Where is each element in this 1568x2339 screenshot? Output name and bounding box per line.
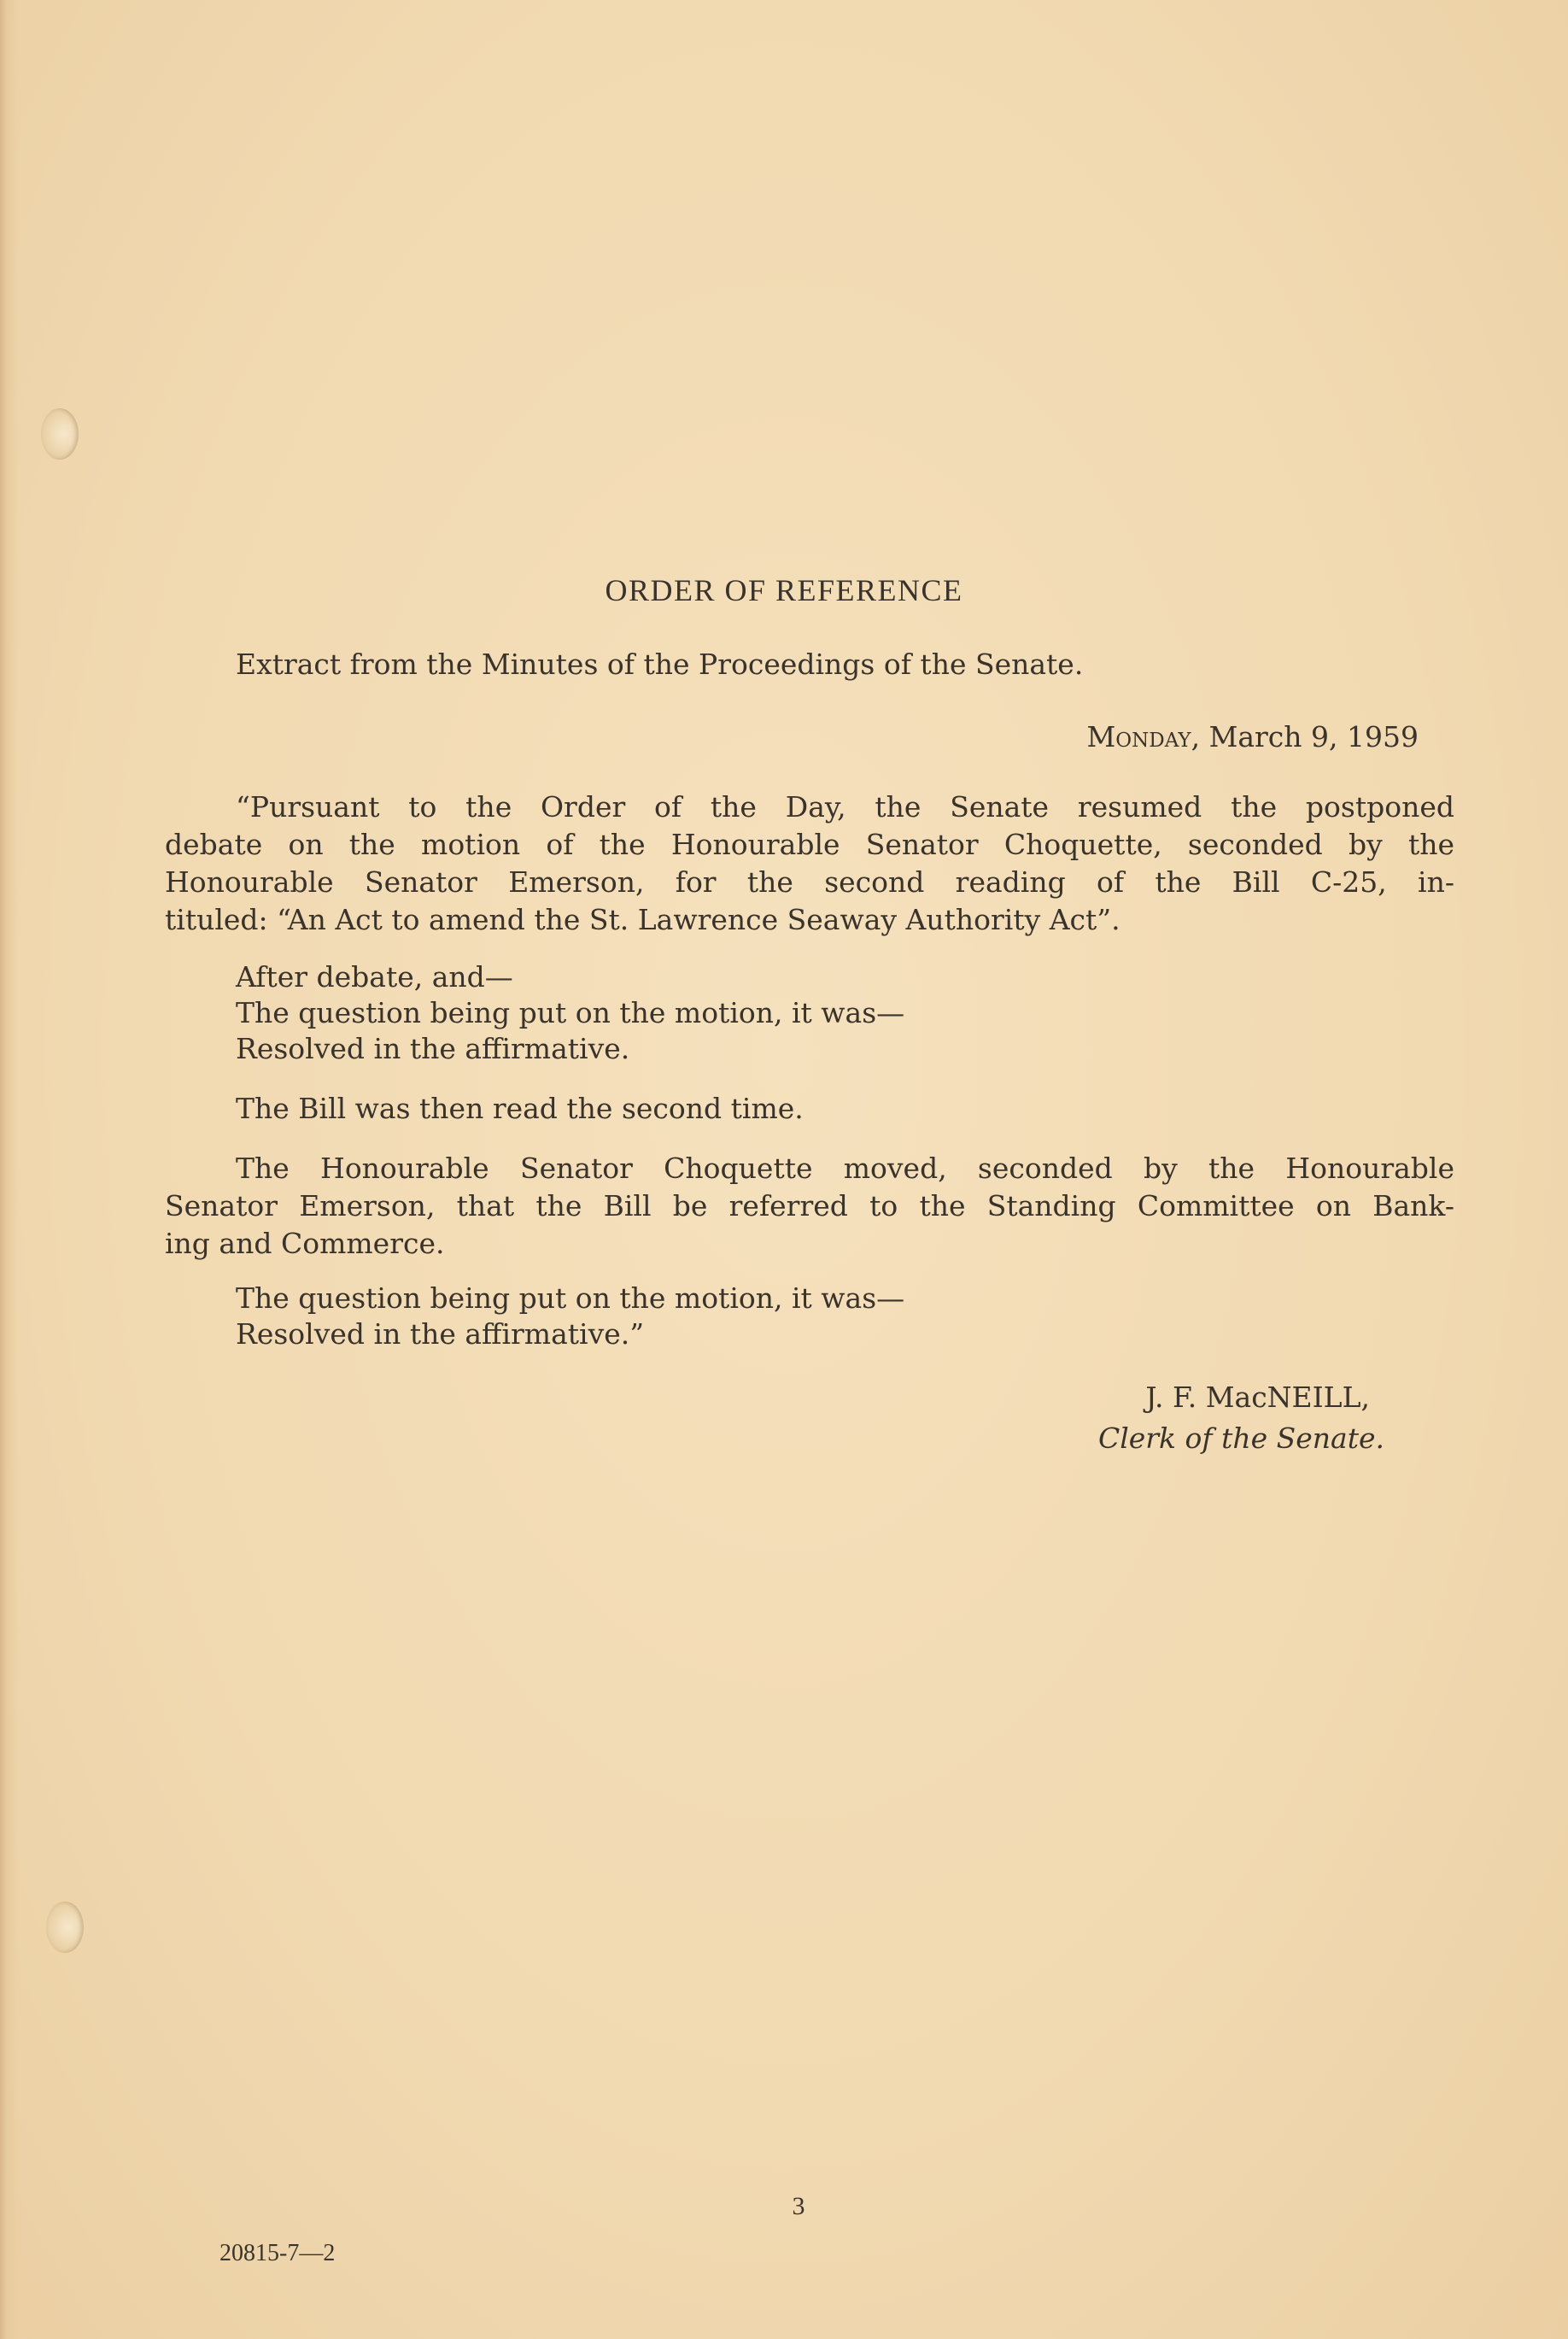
page-left-edge <box>0 0 19 2339</box>
after-debate-line: After debate, and— <box>236 960 513 994</box>
date-rest: , March 9, 1959 <box>1191 720 1419 753</box>
question-line-2: The question being put on the motion, it was— <box>236 1281 905 1315</box>
paragraph-line: Senator Emerson, that the Bill be referred to the Standing Committee on Bank- <box>165 1189 1454 1222</box>
paragraph-line: Honourable Senator Emerson, for the second reading of the Bill C-25, in- <box>165 865 1454 899</box>
signatory-title: Clerk of the Senate. <box>1097 1422 1384 1455</box>
page-number: 3 <box>792 2192 805 2220</box>
paragraph-line: “Pursuant to the Order of the Day, the Senate resumed the postponed <box>236 790 1454 824</box>
binding-hole-top <box>41 408 79 460</box>
paragraph-line: debate on the motion of the Honourable Senator Choquette, seconded by the <box>165 828 1454 861</box>
signatory-name: J. F. MacNEILL, <box>1145 1381 1370 1414</box>
resolved-line-2: Resolved in the affirmative.” <box>236 1317 645 1351</box>
paragraph-referral-motion <box>165 1150 1454 1263</box>
second-reading-line: The Bill was then read the second time. <box>236 1092 804 1125</box>
extract-line: Extract from the Minutes of the Proceedings of the Senate. <box>236 648 1084 681</box>
page-title: ORDER OF REFERENCE <box>605 573 963 607</box>
date-weekday: Monday <box>1086 720 1191 753</box>
question-line-1: The question being put on the motion, it was— <box>236 996 905 1029</box>
paragraph-line: tituled: “An Act to amend the St. Lawrence Seaway Authority Act”. <box>165 903 1120 936</box>
paragraph-line: The Honourable Senator Choquette moved, seconded by the Honourable <box>236 1152 1454 1185</box>
print-code: 20815-7—2 <box>219 2240 336 2266</box>
paragraph-resumed-debate <box>165 788 1454 939</box>
binding-hole-bottom <box>46 1902 84 1953</box>
date-line <box>1087 720 1419 753</box>
paragraph-line: ing and Commerce. <box>165 1227 445 1260</box>
resolved-line-1: Resolved in the affirmative. <box>236 1032 630 1065</box>
